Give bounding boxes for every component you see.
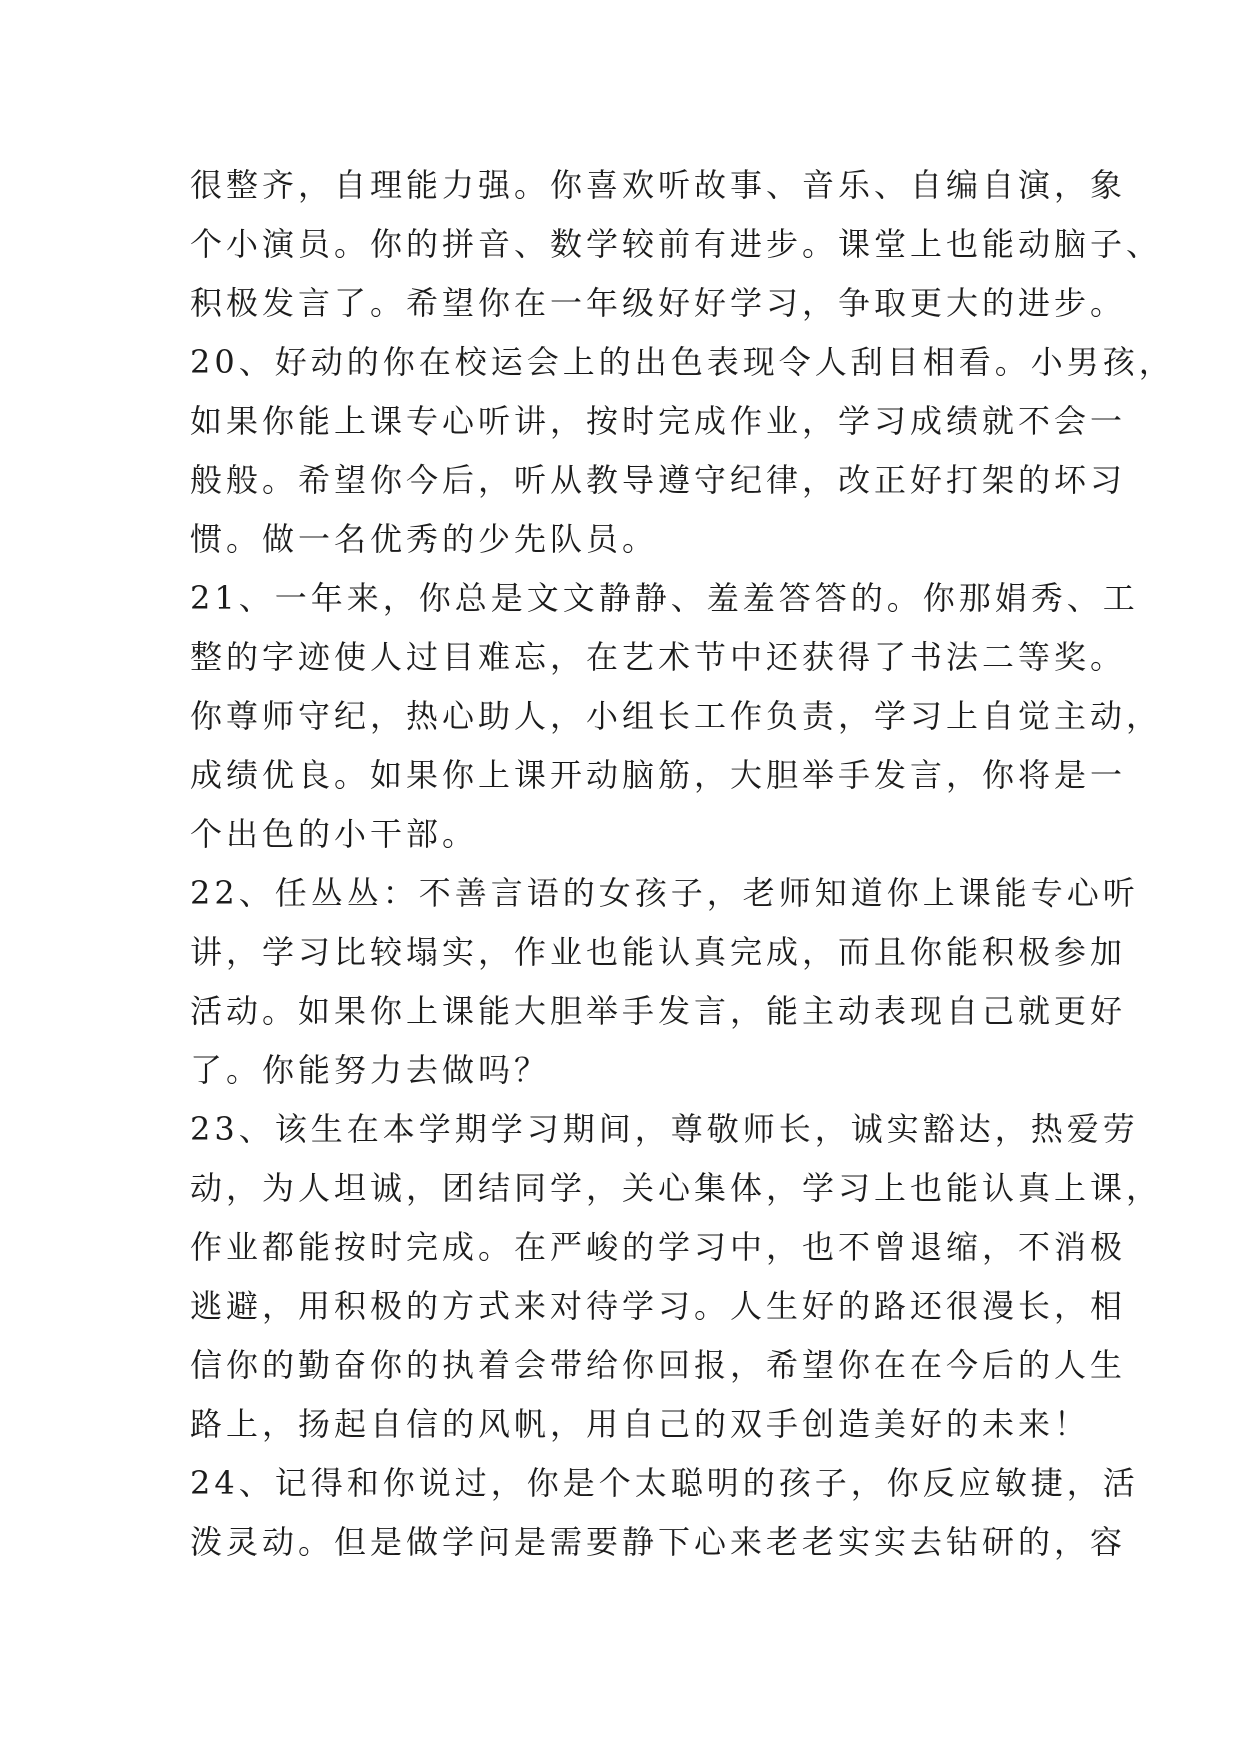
text-line: 信你的勤奋你的执着会带给你回报，希望你在在今后的人生 bbox=[190, 1346, 1127, 1384]
text-line: 般般。希望你今后，听从教导遵守纪律，改正好打架的坏习 bbox=[190, 461, 1127, 499]
text-line: 活动。如果你上课能大胆举手发言，能主动表现自己就更好 bbox=[190, 992, 1127, 1030]
text-line: 路上，扬起自信的风帆，用自己的双手创造美好的未来！ bbox=[190, 1405, 1091, 1443]
text-line: 积极发言了。希望你在一年级好好学习，争取更大的进步。 bbox=[190, 284, 1127, 322]
text-line: 个出色的小干部。 bbox=[190, 815, 479, 853]
text-line: 20、好动的你在校运会上的出色表现令人刮目相看。小男孩， bbox=[190, 343, 1175, 381]
text-line: 讲，学习比较塌实，作业也能认真完成，而且你能积极参加 bbox=[190, 933, 1127, 971]
text-line: 惯。做一名优秀的少先队员。 bbox=[190, 520, 659, 558]
text-line: 很整齐，自理能力强。你喜欢听故事、音乐、自编自演，象 bbox=[190, 166, 1127, 204]
text-line: 动，为人坦诚，团结同学，关心集体，学习上也能认真上课， bbox=[190, 1169, 1163, 1207]
text-line: 21、一年来，你总是文文静静、羞羞答答的。你那娟秀、工 bbox=[190, 579, 1139, 617]
text-line: 个小演员。你的拼音、数学较前有进步。课堂上也能动脑子、 bbox=[190, 225, 1163, 263]
text-line: 如果你能上课专心听讲，按时完成作业，学习成绩就不会一 bbox=[190, 402, 1127, 440]
text-line: 了。你能努力去做吗？ bbox=[190, 1051, 551, 1089]
text-line: 24、记得和你说过，你是个太聪明的孩子，你反应敏捷，活 bbox=[190, 1464, 1139, 1502]
text-line: 逃避，用积极的方式来对待学习。人生好的路还很漫长，相 bbox=[190, 1287, 1127, 1325]
text-line: 成绩优良。如果你上课开动脑筋，大胆举手发言，你将是一 bbox=[190, 756, 1127, 794]
text-line: 泼灵动。但是做学问是需要静下心来老老实实去钻研的，容 bbox=[190, 1523, 1127, 1561]
text-line: 22、任丛丛：不善言语的女孩子，老师知道你上课能专心听 bbox=[190, 874, 1139, 912]
text-line: 你尊师守纪，热心助人，小组长工作负责，学习上自觉主动， bbox=[190, 697, 1163, 735]
document-body bbox=[190, 156, 1175, 1572]
text-line: 整的字迹使人过目难忘，在艺术节中还获得了书法二等奖。 bbox=[190, 638, 1127, 676]
text-line: 作业都能按时完成。在严峻的学习中，也不曾退缩，不消极 bbox=[190, 1228, 1127, 1266]
text-line: 23、该生在本学期学习期间，尊敬师长，诚实豁达，热爱劳 bbox=[190, 1110, 1139, 1148]
